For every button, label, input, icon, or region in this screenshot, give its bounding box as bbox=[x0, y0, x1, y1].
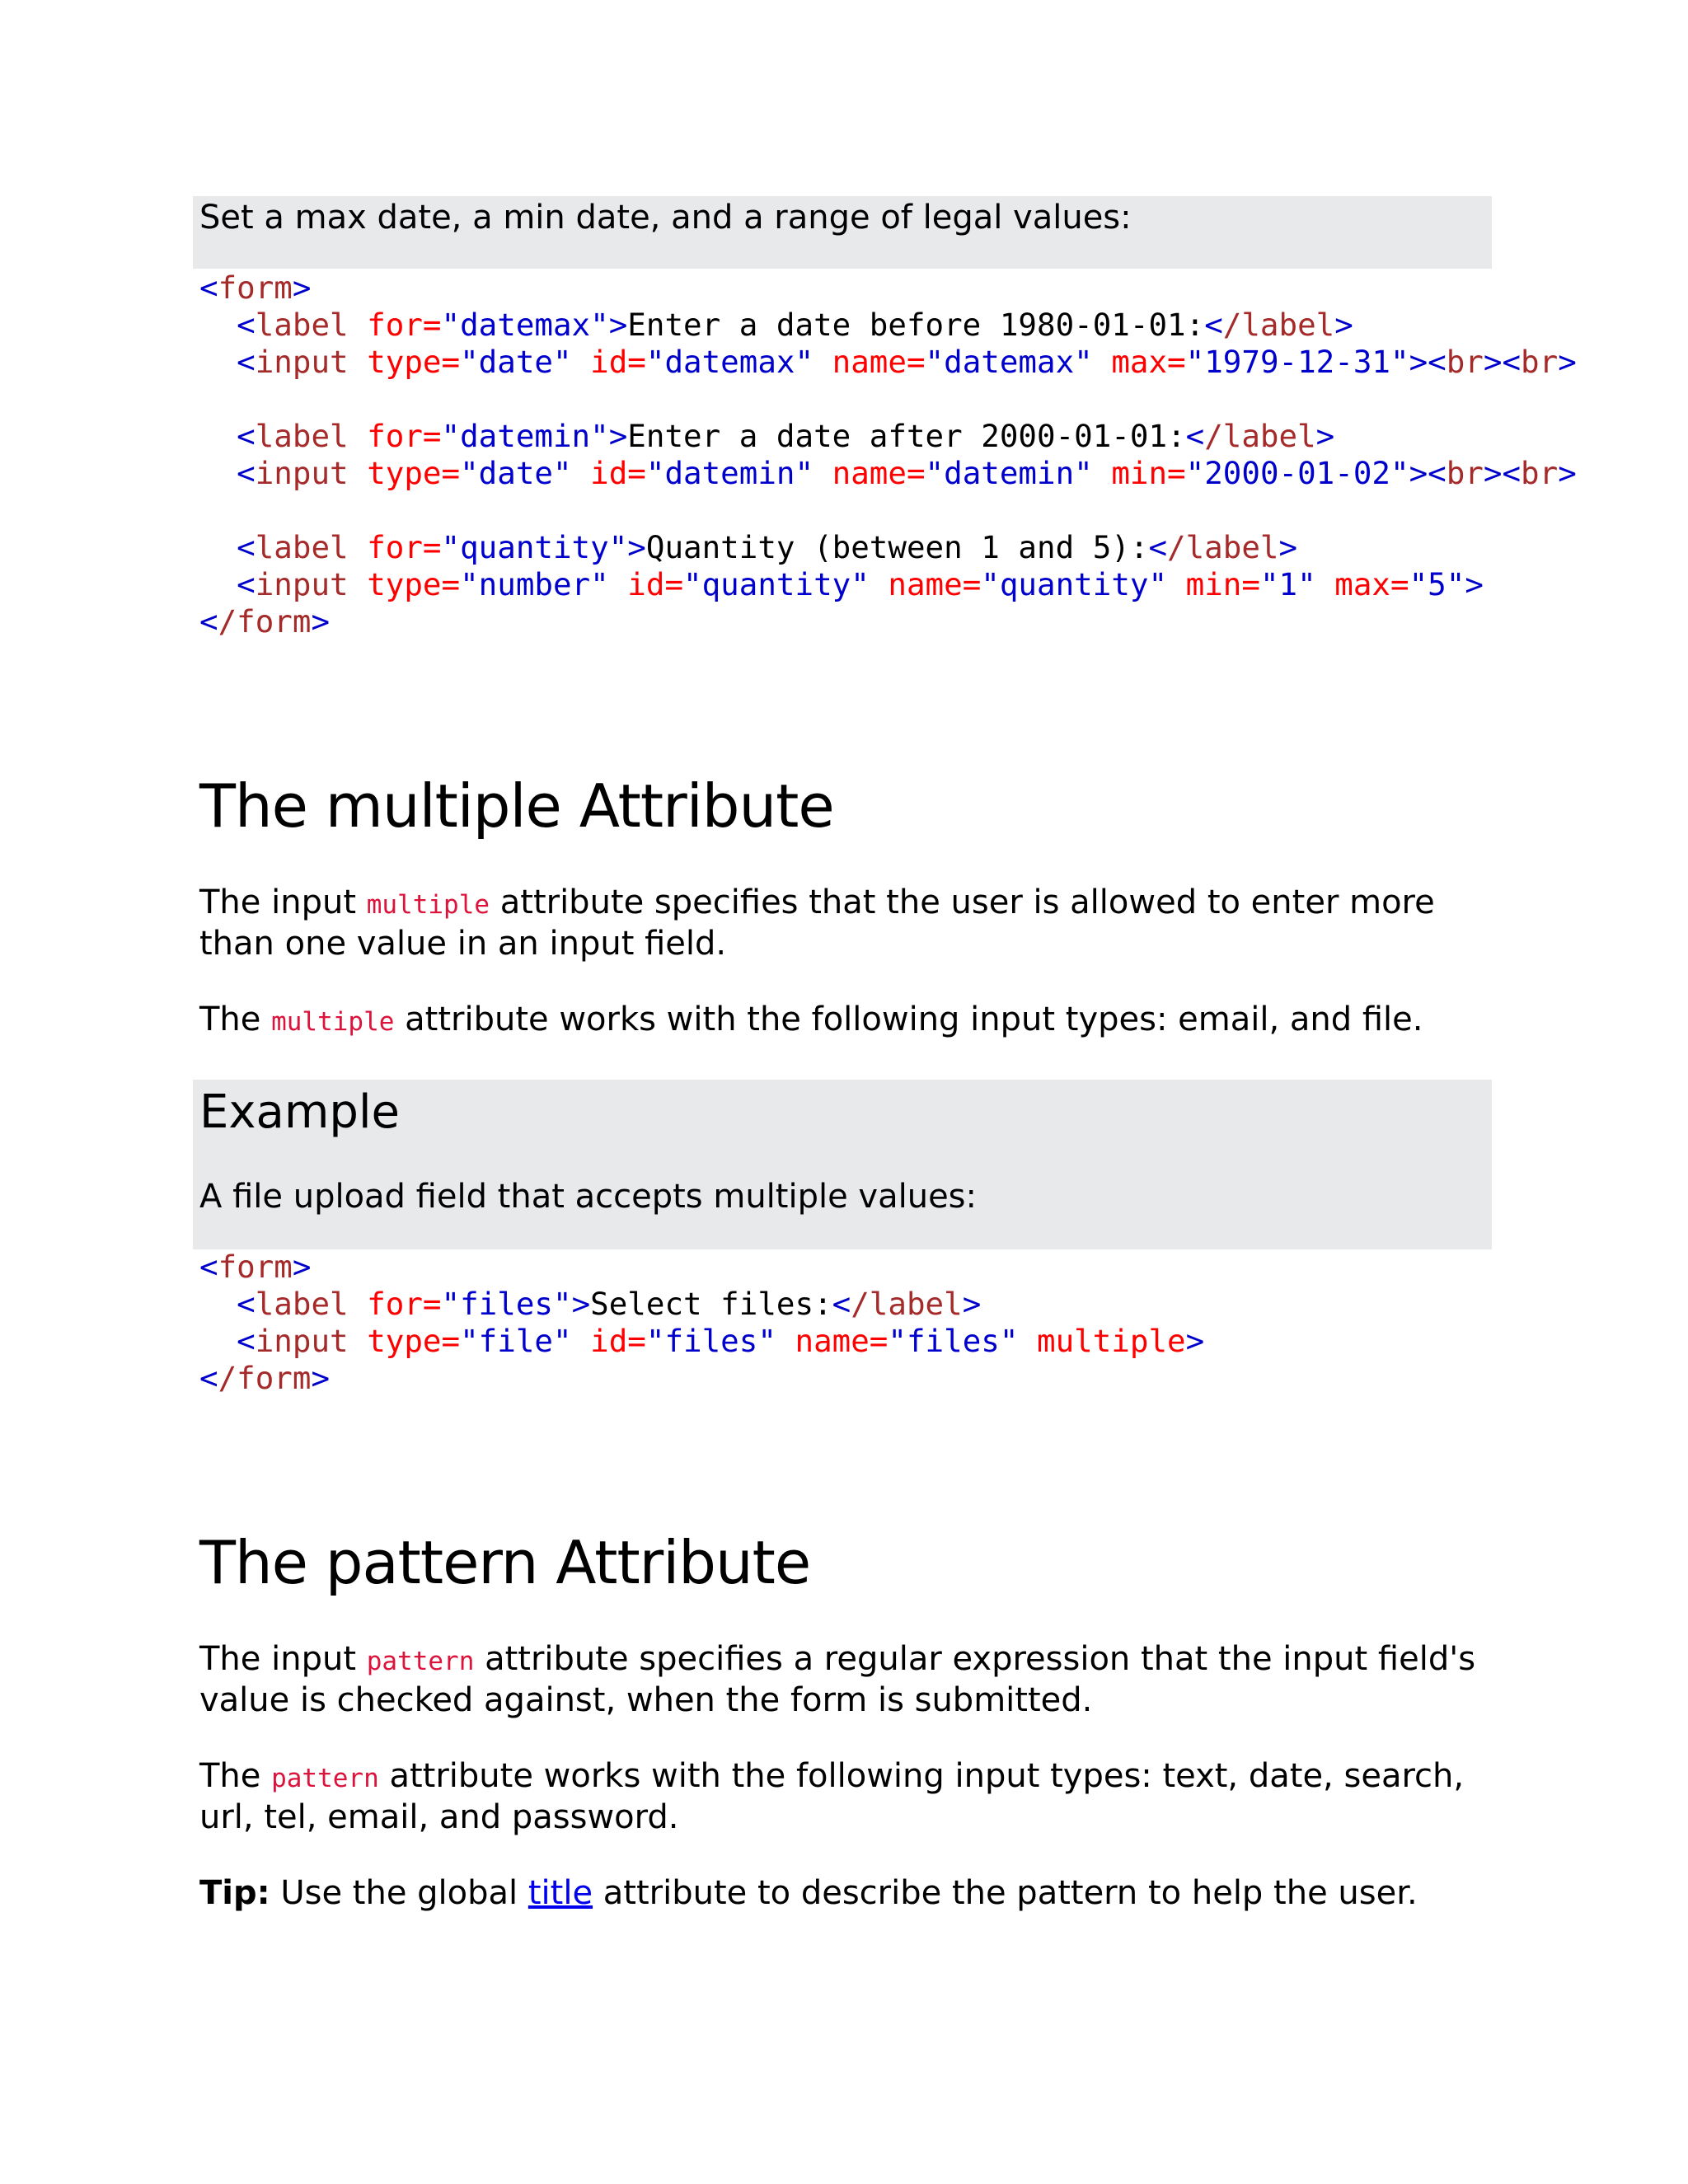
paragraph-multiple-types bbox=[199, 1001, 1502, 1042]
code-bracket: > bbox=[1334, 307, 1353, 343]
code-tag-name: input bbox=[255, 1323, 368, 1359]
code-line bbox=[199, 455, 1577, 491]
text: The bbox=[199, 1757, 272, 1795]
code-text: Quantity (between 1 and 5): bbox=[645, 529, 1149, 565]
inline-code-pattern: pattern bbox=[366, 1647, 475, 1676]
code-attribute-value: "number" bbox=[460, 566, 628, 602]
code-attribute-value: "5" bbox=[1409, 566, 1465, 602]
code-text: Select files: bbox=[590, 1286, 832, 1322]
code-bracket: < bbox=[1428, 455, 1447, 491]
code-attribute-value: "datemin" bbox=[441, 418, 609, 454]
code-attribute-name: id= bbox=[590, 344, 646, 380]
paragraph-tip bbox=[199, 1874, 1502, 1913]
code-attribute-value: "datemax" bbox=[925, 344, 1112, 380]
code-text bbox=[199, 455, 237, 491]
text: The input bbox=[199, 1640, 367, 1678]
paragraph-pattern-description bbox=[199, 1640, 1502, 1720]
code-attribute-name: for= bbox=[367, 1286, 442, 1322]
code-bracket: < bbox=[237, 344, 256, 380]
code-bracket: < bbox=[1185, 418, 1205, 454]
code-attribute-name: name= bbox=[832, 455, 926, 491]
text: The input bbox=[199, 883, 367, 921]
code-attribute-value: "datemin" bbox=[645, 455, 832, 491]
code-attribute-name: type= bbox=[367, 1323, 461, 1359]
code-attribute-name: for= bbox=[367, 418, 442, 454]
code-bracket: > bbox=[1278, 529, 1298, 565]
code-tag-name: form bbox=[218, 1249, 293, 1285]
example-heading: Example bbox=[199, 1085, 400, 1139]
code-line bbox=[199, 1360, 330, 1396]
code-tag-name: /form bbox=[218, 603, 312, 640]
code-attribute-name: type= bbox=[367, 455, 461, 491]
code-attribute-value: "quantity" bbox=[981, 566, 1186, 602]
code-line bbox=[199, 1323, 1204, 1359]
code-bracket: > bbox=[608, 307, 628, 343]
section-heading-pattern: The pattern Attribute bbox=[199, 1528, 811, 1597]
code-tag-name: br bbox=[1446, 455, 1484, 491]
code-line bbox=[199, 566, 1484, 602]
code-attribute-name: type= bbox=[367, 566, 461, 602]
code-attribute-name: name= bbox=[832, 344, 926, 380]
code-tag-name: input bbox=[255, 344, 368, 380]
code-bracket: >< bbox=[1483, 455, 1522, 491]
tip-label: Tip: bbox=[199, 1874, 270, 1912]
code-attribute-name: id= bbox=[590, 1323, 646, 1359]
code-line bbox=[199, 418, 1334, 454]
code-text bbox=[199, 418, 237, 454]
code-attribute-value: "date" bbox=[460, 455, 591, 491]
code-bracket: < bbox=[237, 455, 256, 491]
code-attribute-value: "datemin" bbox=[925, 455, 1112, 491]
code-bracket: > bbox=[627, 529, 646, 565]
code-tag-name: /label bbox=[1204, 418, 1316, 454]
code-bracket: > bbox=[571, 1286, 591, 1322]
code-bracket: > bbox=[1185, 1323, 1205, 1359]
code-bracket: < bbox=[832, 1286, 851, 1322]
code-block-file-upload bbox=[199, 1249, 1204, 1397]
code-text: Enter a date after 2000-01-01: bbox=[627, 418, 1186, 454]
code-bracket: < bbox=[237, 566, 256, 602]
inline-code-pattern: pattern bbox=[271, 1764, 379, 1793]
code-attribute-name: name= bbox=[888, 566, 982, 602]
code-attribute-value: "files" bbox=[888, 1323, 1038, 1359]
code-bracket: > bbox=[1558, 455, 1577, 491]
code-text bbox=[199, 566, 237, 602]
text: attribute specifies a regular expression that the input field's value is checked against, when the form is submitted. bbox=[199, 1640, 1476, 1719]
code-text bbox=[199, 1286, 237, 1322]
code-text bbox=[199, 529, 237, 565]
code-bracket: > bbox=[1315, 418, 1335, 454]
code-bracket: > bbox=[1409, 344, 1428, 380]
section-heading-multiple: The multiple Attribute bbox=[199, 771, 834, 841]
text: Use the global bbox=[270, 1874, 528, 1912]
code-bracket: < bbox=[237, 1286, 256, 1322]
text: attribute specifies that the user is allowed to enter more than one value in an input field. bbox=[199, 883, 1435, 963]
code-attribute-name: id= bbox=[590, 455, 646, 491]
inline-code-multiple: multiple bbox=[366, 890, 490, 920]
code-tag-name: /label bbox=[851, 1286, 963, 1322]
code-tag-name: label bbox=[255, 307, 368, 343]
code-attribute-name: id= bbox=[627, 566, 684, 602]
code-line bbox=[199, 269, 311, 306]
code-bracket: < bbox=[237, 1323, 256, 1359]
text: The bbox=[199, 1001, 272, 1038]
code-tag-name: br bbox=[1446, 344, 1484, 380]
code-bracket: < bbox=[1148, 529, 1168, 565]
example-intro-text: A file upload field that accepts multiple values: bbox=[199, 1178, 977, 1216]
code-attribute-value: "2000-01-02" bbox=[1185, 455, 1409, 491]
code-attribute-value: "quantity" bbox=[441, 529, 628, 565]
example-intro-text: Set a max date, a min date, and a range of legal values: bbox=[199, 199, 1132, 237]
code-bracket: < bbox=[199, 1249, 218, 1285]
code-tag-name: label bbox=[255, 529, 368, 565]
code-bracket: < bbox=[199, 1360, 218, 1396]
code-text: Enter a date before 1980-01-01: bbox=[627, 307, 1205, 343]
code-attribute-value: "datemax" bbox=[645, 344, 832, 380]
code-bracket: < bbox=[237, 529, 256, 565]
inline-code-multiple: multiple bbox=[271, 1007, 395, 1037]
code-attribute-value: "1979-12-31" bbox=[1185, 344, 1409, 380]
code-attribute-value: "datemax" bbox=[441, 307, 609, 343]
code-attribute-name: multiple bbox=[1037, 1323, 1186, 1359]
code-tag-name: input bbox=[255, 566, 368, 602]
code-tag-name: input bbox=[255, 455, 368, 491]
code-tag-name: label bbox=[255, 1286, 368, 1322]
code-bracket: < bbox=[1204, 307, 1223, 343]
code-bracket: > bbox=[608, 418, 628, 454]
code-attribute-name: name= bbox=[795, 1323, 889, 1359]
code-bracket: > bbox=[1465, 566, 1484, 602]
text: attribute to describe the pattern to help the user. bbox=[593, 1874, 1418, 1912]
code-attribute-value: "files" bbox=[441, 1286, 572, 1322]
code-attribute-name: max= bbox=[1111, 344, 1186, 380]
code-bracket: > bbox=[311, 1360, 331, 1396]
code-block-date-range bbox=[199, 269, 1577, 640]
code-tag-name: /label bbox=[1167, 529, 1279, 565]
code-line bbox=[199, 1286, 981, 1322]
code-bracket: > bbox=[311, 603, 331, 640]
code-tag-name: form bbox=[218, 269, 293, 306]
code-bracket: > bbox=[292, 269, 312, 306]
code-attribute-value: "files" bbox=[645, 1323, 795, 1359]
code-text bbox=[199, 307, 237, 343]
code-line bbox=[199, 1249, 311, 1285]
code-bracket: >< bbox=[1483, 344, 1522, 380]
paragraph-pattern-types bbox=[199, 1757, 1502, 1837]
text: attribute works with the following input types: text, date, search, url, tel, email, and password. bbox=[199, 1757, 1465, 1836]
code-bracket: > bbox=[1558, 344, 1577, 380]
code-attribute-name: type= bbox=[367, 344, 461, 380]
code-attribute-value: "date" bbox=[460, 344, 591, 380]
code-tag-name: br bbox=[1521, 344, 1559, 380]
code-attribute-name: min= bbox=[1111, 455, 1186, 491]
code-line bbox=[199, 529, 1297, 565]
code-bracket: > bbox=[292, 1249, 312, 1285]
code-bracket: > bbox=[1409, 455, 1428, 491]
code-bracket: > bbox=[962, 1286, 982, 1322]
code-attribute-value: "quantity" bbox=[683, 566, 889, 602]
code-bracket: < bbox=[199, 603, 218, 640]
text: attribute works with the following input types: email, and file. bbox=[394, 1001, 1423, 1038]
code-attribute-name: for= bbox=[367, 529, 442, 565]
code-tag-name: label bbox=[255, 418, 368, 454]
code-bracket: < bbox=[237, 307, 256, 343]
code-tag-name: br bbox=[1521, 455, 1559, 491]
paragraph-multiple-description bbox=[199, 883, 1502, 963]
code-attribute-value: "1" bbox=[1259, 566, 1335, 602]
code-attribute-name: min= bbox=[1185, 566, 1260, 602]
code-text bbox=[199, 344, 237, 380]
code-text bbox=[199, 1323, 237, 1359]
code-attribute-name: max= bbox=[1334, 566, 1409, 602]
code-line bbox=[199, 603, 330, 640]
code-bracket: < bbox=[1428, 344, 1447, 380]
code-bracket: < bbox=[199, 269, 218, 306]
code-attribute-value: "file" bbox=[460, 1323, 591, 1359]
code-bracket: < bbox=[237, 418, 256, 454]
code-attribute-name: for= bbox=[367, 307, 442, 343]
title-attribute-link[interactable]: title bbox=[528, 1874, 593, 1912]
code-tag-name: /label bbox=[1222, 307, 1335, 343]
code-line bbox=[199, 307, 1353, 343]
code-tag-name: /form bbox=[218, 1360, 312, 1396]
code-line bbox=[199, 344, 1577, 380]
